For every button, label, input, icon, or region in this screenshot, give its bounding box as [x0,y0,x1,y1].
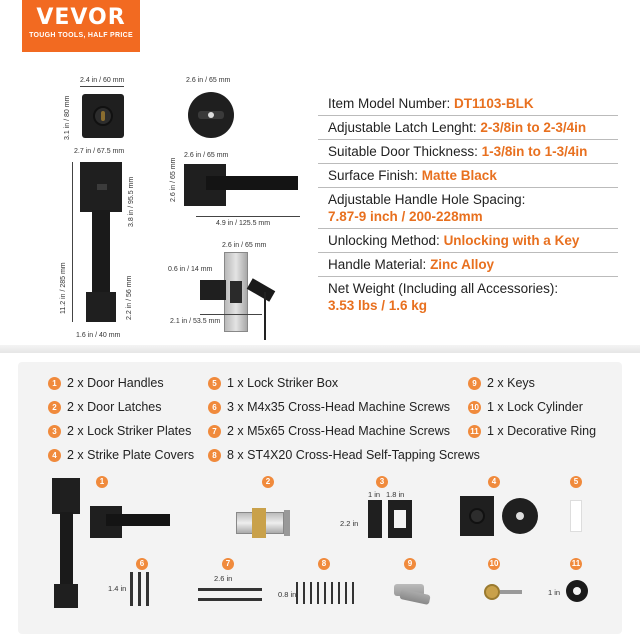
latch-plate [224,252,248,332]
deadbolt-exterior [460,496,494,536]
latch-plate-width-dim: 2.6 in / 65 mm [222,242,267,249]
screw-set [296,582,356,604]
latch-bolt [230,281,242,303]
thumb-turn-rosette [188,92,234,138]
screw6-length-dim: 1.4 in [108,584,127,593]
thumb-turn-rosette [502,498,538,534]
screw [198,588,262,591]
section-divider [0,345,640,353]
decorative-ring [566,580,588,602]
handle-bottom-plate [54,584,78,608]
deadbolt-height-dim: 3.1 in / 80 mm [64,95,71,140]
screw [198,598,262,601]
list-item: 4 2 x Strike Plate Covers [48,448,194,462]
list-item: 9 2 x Keys [468,376,535,390]
lock-cylinder [484,584,500,600]
list-item: 8 8 x ST4X20 Cross-Head Self-Tapping Screws [208,448,480,462]
product-overview [0,52,640,345]
lever-length-dim: 4.9 in / 125.5 mm [216,220,271,227]
strike-opening [394,510,406,528]
spec-row-net-weight: Net Weight (Including all Accessories): 3.53 lbs / 1.6 kg [328,281,559,313]
lever-handle [206,176,298,190]
dim-line [196,216,300,217]
handle-total-height-dim: 11.2 in / 285 mm [60,262,67,314]
dim-line [80,86,124,87]
keyhole-icon [101,111,105,121]
handle-grip [92,210,110,300]
list-item: 10 1 x Lock Cylinder [468,400,583,414]
latch-mechanism [200,280,226,300]
handle-bottom-height-dim: 2.2 in / 56 mm [126,275,133,320]
brand-name: VEVOR [36,5,126,30]
spindle-rod [264,292,266,340]
part-badge: 4 [488,476,500,488]
handle-top-plate [80,162,122,212]
screw8-length-dim: 0.8 in [278,590,297,599]
lever-handle [106,514,170,526]
list-item: 5 1 x Lock Striker Box [208,376,338,390]
spec-row-model: Item Model Number: DT1103-BLK [318,92,618,116]
turn-dot [516,512,524,520]
part-badge: 9 [404,558,416,570]
parts-panel [18,362,622,634]
handle-grip [60,512,73,588]
strike-plate-cover [388,500,412,538]
deadbolt-width-dim: 2.4 in / 60 mm [80,77,125,84]
keyhole-icon [469,508,485,524]
list-item: 6 3 x M4x35 Cross-Head Machine Screws [208,400,450,414]
list-item: 2 2 x Door Latches [48,400,162,414]
part-badge: 5 [570,476,582,488]
screw7-length-dim: 2.6 in [214,574,233,583]
handle-top-width-dim: 2.7 in / 67.5 mm [74,148,125,155]
thumb-lever [97,184,107,190]
list-item: 11 1 x Decorative Ring [468,424,596,438]
latch-gear [252,508,266,538]
list-item: 7 2 x M5x65 Cross-Head Machine Screws [208,424,450,438]
lever-rose-width-dim: 2.6 in / 65 mm [184,152,229,159]
spec-row-latch-length: Adjustable Latch Lenght: 2-3/8in to 2-3/4in [318,116,618,140]
ring-hole [573,587,581,595]
plate-height-dim: 2.2 in [340,519,359,528]
part-badge: 1 [96,476,108,488]
list-item: 1 2 x Door Handles [48,376,164,390]
screw [138,572,141,606]
striker-box [570,500,582,532]
handle-bottom-width-dim: 1.6 in / 40 mm [76,332,121,339]
plate-width-dim: 1 in [368,490,381,499]
spec-row-handle-material: Handle Material: Zinc Alloy [318,253,618,277]
latch-face [284,510,290,536]
spec-row-door-thickness: Suitable Door Thickness: 1-3/8in to 1-3/4in [318,140,618,164]
plate-width-2-dim: 1.8 in [386,490,405,499]
dim-line [72,162,73,322]
latch-lever-end [247,278,276,301]
screw [130,572,133,606]
part-badge: 10 [489,559,499,568]
part-badge: 8 [318,558,330,570]
ring-diameter-dim: 1 in [548,588,561,597]
cylinder-tail [500,590,522,594]
list-item: 3 2 x Lock Striker Plates [48,424,191,438]
key-icon [399,589,430,605]
spec-list [318,92,618,317]
part-badge: 7 [222,558,234,570]
screw [146,572,149,606]
handle-bottom-plate [86,292,116,322]
brand-logo [22,0,140,52]
strike-plate [368,500,382,538]
turn-dot [208,112,214,118]
lever-rose-height-dim: 2.6 in / 65 mm [170,157,177,202]
rosette-width-dim: 2.6 in / 65 mm [186,77,231,84]
handle-top-plate [52,478,80,514]
part-badge: 2 [262,476,274,488]
part-badge: 11 [571,559,581,568]
spec-row-unlocking-method: Unlocking Method: Unlocking with a Key [318,229,618,253]
dim-line [200,314,262,315]
spec-row-hole-spacing: Adjustable Handle Hole Spacing: 7.87-9 inch / 200-228mm [318,188,618,229]
latch-face-dim: 0.6 in / 14 mm [168,266,213,273]
brand-tagline: TOUGH TOOLS, HALF PRICE [29,32,133,39]
handle-top-height-dim: 3.8 in / 95.5 mm [128,176,135,227]
spec-row-surface-finish: Surface Finish: Matte Black [318,164,618,188]
deadbolt-exterior [82,94,124,138]
latch-depth-dim: 2.1 in / 53.5 mm [170,318,221,325]
part-badge: 3 [376,476,388,488]
part-badge: 6 [136,558,148,570]
